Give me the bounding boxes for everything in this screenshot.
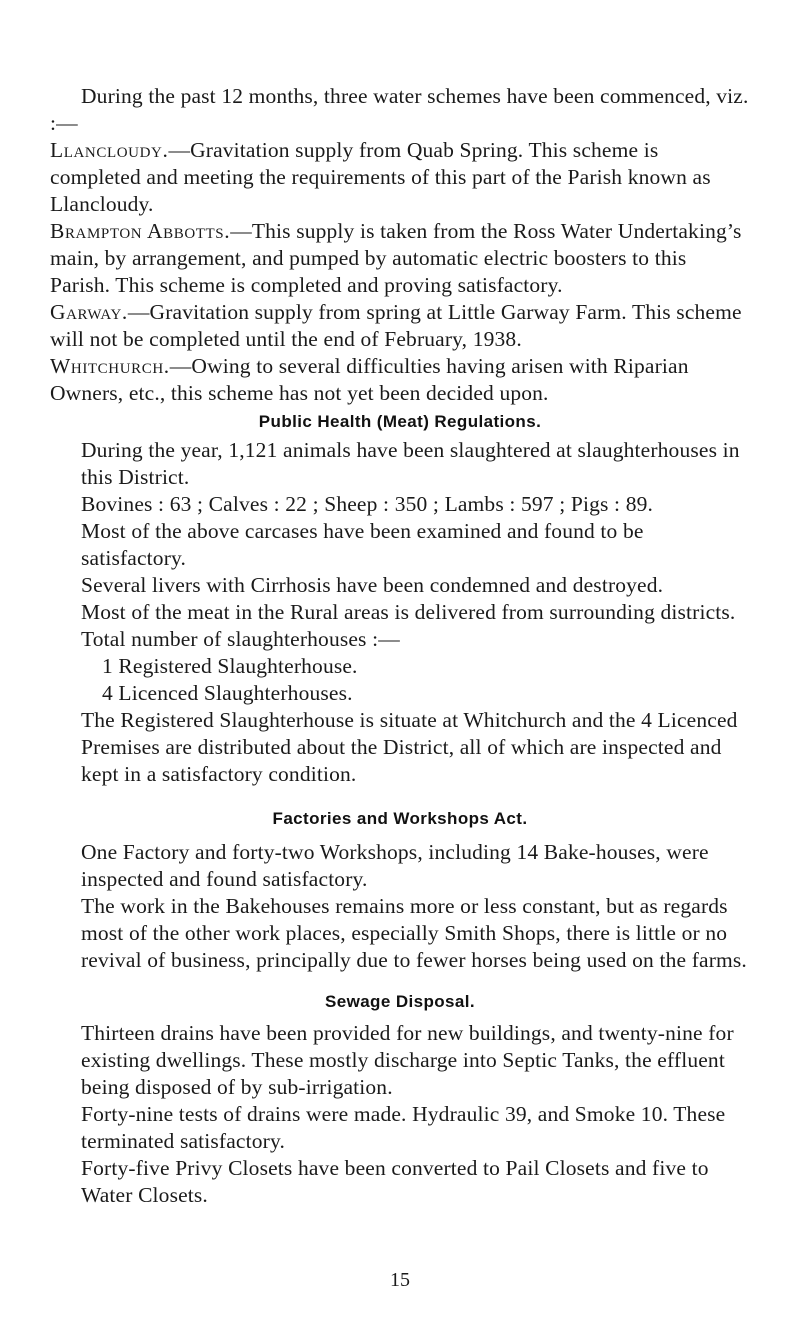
document-page bbox=[50, 83, 750, 1209]
factories-paragraph: One Factory and forty-two Workshops, including 14 Bake-houses, were inspected and found satisfactory. bbox=[81, 840, 709, 891]
sewage-paragraph: Forty-nine tests of drains were made. Hydraulic 39, and Smoke 10. These terminated satisfactory. bbox=[81, 1102, 726, 1153]
slaughterhouse-list-item: 1 Registered Slaughterhouse. bbox=[102, 654, 358, 678]
section-heading-sewage: Sewage Disposal. bbox=[324, 992, 475, 1011]
factories-paragraph: The work in the Bakehouses remains more or less constant, but as regards most of the other work places, especially Smith Shops, there is little or no revival of business, principally due to fewer horses being used on the farms. bbox=[81, 894, 747, 972]
scheme-whitchurch bbox=[50, 353, 750, 407]
scheme-name: Garway. bbox=[50, 300, 128, 324]
meat-paragraph: The Registered Slaughterhouse is situate at Whitchurch and the 4 Licenced Premises are distributed about the District, all of which are inspected and kept in a satisfactory condition. bbox=[81, 708, 738, 786]
sewage-paragraph: Forty-five Privy Closets have been converted to Pail Closets and five to Water Closets. bbox=[81, 1156, 709, 1207]
scheme-text: —Gravitation supply from spring at Little Garway Farm. This scheme will not be completed until the end of February, 1938. bbox=[50, 300, 742, 351]
sewage-paragraph: Thirteen drains have been provided for new buildings, and twenty-nine for existing dwellings. These mostly discharge into Septic Tanks, the effluent being disposed of by sub-irrigation. bbox=[81, 1021, 734, 1099]
scheme-garway bbox=[50, 299, 750, 353]
scheme-name: Brampton Abbotts. bbox=[50, 219, 231, 243]
scheme-text: —Owing to several difficulties having arisen with Riparian Owners, etc., this scheme has not yet been decided upon. bbox=[50, 354, 689, 405]
scheme-text: —This supply is taken from the Ross Water Undertaking’s main, by arrangement, and pumped by automatic electric boosters to this Parish. This scheme is completed and proving satisfactory. bbox=[50, 219, 742, 297]
scheme-name: Whitchurch. bbox=[50, 354, 170, 378]
scheme-name: Llancloudy. bbox=[50, 138, 169, 162]
scheme-text: —Gravitation supply from Quab Spring. This scheme is completed and meeting the requirements of this part of the Parish known as Llancloudy. bbox=[50, 138, 711, 216]
scheme-llancloudy bbox=[50, 137, 750, 218]
scheme-brampton-abbotts bbox=[50, 218, 750, 299]
page-number: 15 bbox=[390, 1269, 410, 1291]
meat-paragraph: During the year, 1,121 animals have been slaughtered at slaughterhouses in this District. bbox=[81, 438, 740, 489]
section-heading-factories: Factories and Workshops Act. bbox=[272, 809, 528, 828]
slaughterhouse-list-item: 4 Licenced Slaughterhouses. bbox=[102, 681, 353, 705]
meat-paragraph: Total number of slaughterhouses :— bbox=[81, 627, 400, 651]
section-heading-meat: Public Health (Meat) Regulations. bbox=[258, 412, 542, 431]
intro-paragraph: During the past 12 months, three water schemes have been commenced, viz. :— bbox=[50, 84, 749, 135]
meat-paragraph: Most of the meat in the Rural areas is delivered from surrounding districts. bbox=[81, 600, 736, 624]
meat-paragraph: Several livers with Cirrhosis have been condemned and destroyed. bbox=[81, 573, 664, 597]
meat-paragraph: Bovines : 63 ; Calves : 22 ; Sheep : 350 ; Lambs : 597 ; Pigs : 89. bbox=[81, 492, 654, 516]
meat-paragraph: Most of the above carcases have been examined and found to be satisfactory. bbox=[81, 519, 644, 570]
